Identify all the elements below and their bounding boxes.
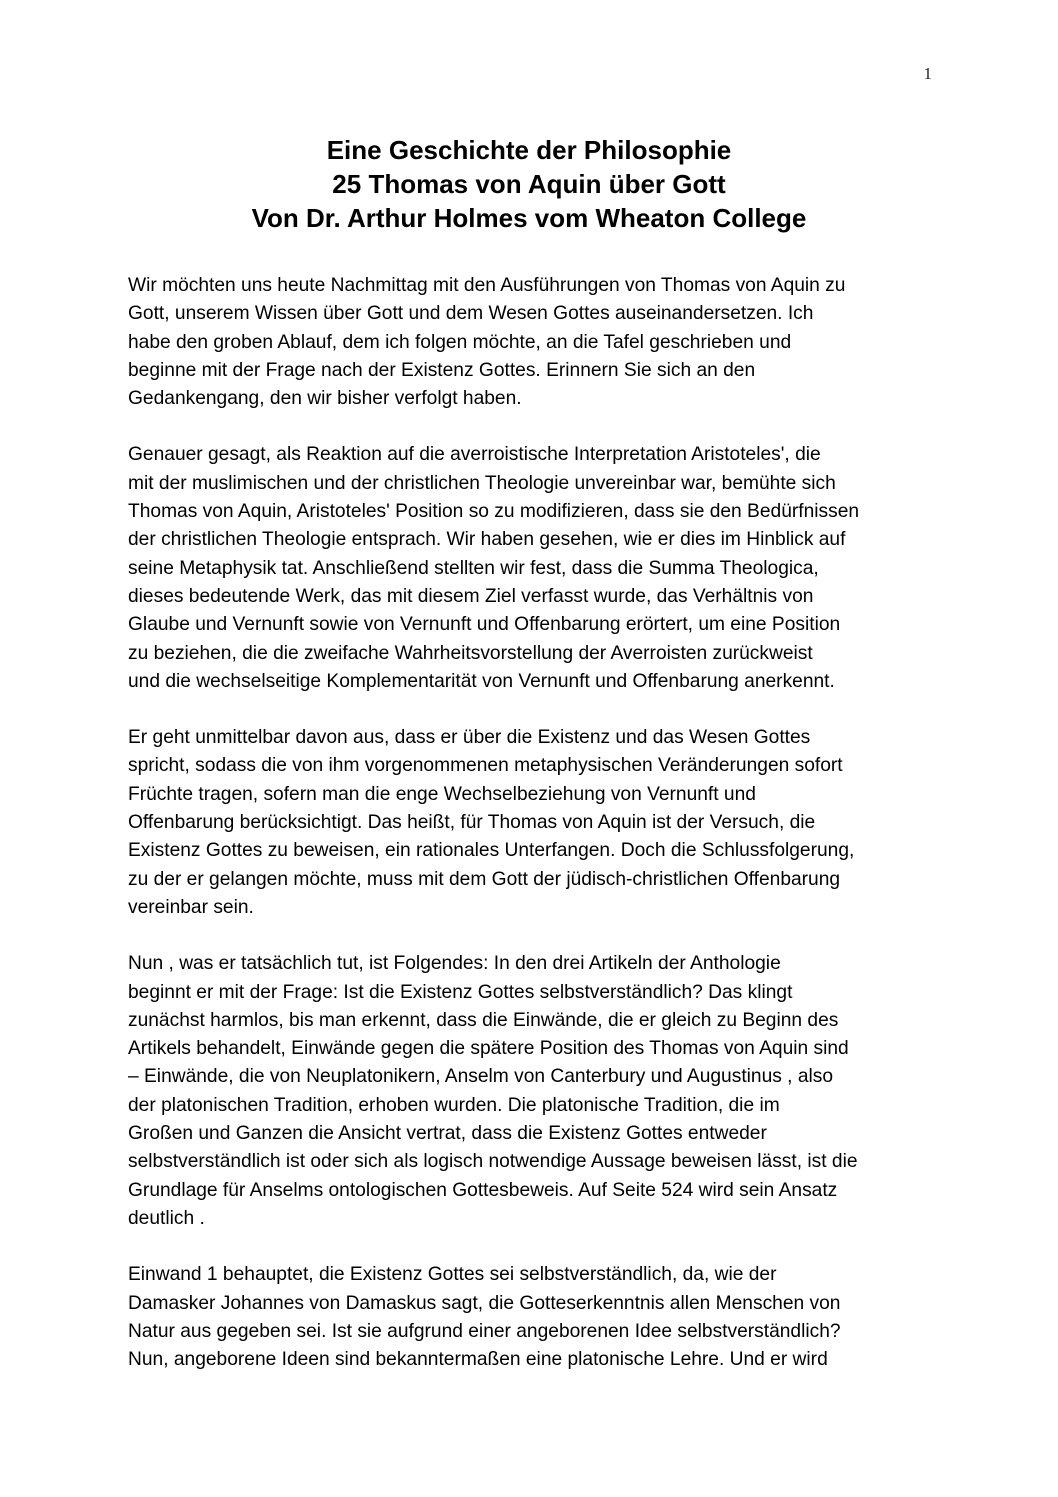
title-series: Eine Geschichte der Philosophie <box>326 135 732 165</box>
text-line: Einwand 1 behauptet, die Existenz Gottes sei selbstverständlich, da, wie der <box>128 1264 777 1286</box>
text-line: beginne mit der Frage nach der Existenz Gottes. Erinnern Sie sich an den <box>128 359 756 381</box>
text-line: selbstverständlich ist oder sich als logisch notwendige Aussage beweisen lässt, ist die <box>128 1151 858 1173</box>
text-line: zunächst harmlos, bis man erkennt, dass die Einwände, die er gleich zu Beginn des <box>128 1009 839 1031</box>
text-line: deutlich . <box>128 1207 205 1229</box>
title-author: Von Dr. Arthur Holmes vom Wheaton College <box>251 203 807 233</box>
paragraph-5 <box>128 1261 932 1374</box>
text-line: und die wechselseitige Komplementarität von Vernunft und Offenbarung anerkennt. <box>128 670 835 692</box>
text-line: Offenbarung berücksichtigt. Das heißt, für Thomas von Aquin ist der Versuch, die <box>128 812 816 834</box>
text-line: zu der er gelangen möchte, muss mit dem Gott der jüdisch-christlichen Offenbarung <box>128 868 841 890</box>
text-line: Gedankengang, den wir bisher verfolgt haben. <box>128 388 522 410</box>
paragraph-4 <box>128 950 932 1233</box>
text-line: Gott, unserem Wissen über Gott und dem Wesen Gottes auseinandersetzen. Ich <box>128 303 814 325</box>
text-line: Genauer gesagt, als Reaktion auf die averroistische Interpretation Aristoteles', die <box>128 444 821 466</box>
text-line: Grundlage für Anselms ontologischen Gottesbeweis. Auf Seite 524 wird sein Ansatz <box>128 1179 838 1201</box>
text-line: dieses bedeutende Werk, das mit diesem Ziel verfasst wurde, das Verhältnis von <box>128 585 814 607</box>
text-line: Damasker Johannes von Damaskus sagt, die Gotteserkenntnis allen Menschen von <box>128 1292 841 1314</box>
paragraph-2 <box>128 441 932 696</box>
text-line: Natur aus gegeben sei. Ist sie aufgrund einer angeborenen Idee selbstverständlich? <box>128 1320 841 1342</box>
text-line: der christlichen Theologie entsprach. Wir haben gesehen, wie er dies im Hinblick auf <box>128 529 846 551</box>
text-line: Thomas von Aquin, Aristoteles' Position so zu modifizieren, dass sie den Bedürfnissen <box>128 501 860 523</box>
text-line: mit der muslimischen und der christlichen Theologie unvereinbar war, bemühte sich <box>128 472 836 494</box>
text-line: seine Metaphysik tat. Anschließend stellten wir fest, dass die Summa Theologica, <box>128 557 819 579</box>
text-line: Früchte tragen, sofern man die enge Wechselbeziehung von Vernunft und <box>128 783 756 805</box>
paragraph-3 <box>128 724 932 922</box>
text-line: Nun, angeborene Ideen sind bekanntermaßen eine platonische Lehre. Und er wird <box>128 1349 828 1371</box>
text-line: beginnt er mit der Frage: Ist die Existenz Gottes selbstverständlich? Das klingt <box>128 981 793 1003</box>
text-line: – Einwände, die von Neuplatonikern, Anselm von Canterbury und Augustinus , also <box>128 1066 834 1088</box>
text-line: vereinbar sein. <box>128 896 254 918</box>
text-line: Existenz Gottes zu beweisen, ein rationales Unterfangen. Doch die Schlussfolgerung, <box>128 840 855 862</box>
text-line: habe den groben Ablauf, dem ich folgen möchte, an die Tafel geschrieben und <box>128 331 792 353</box>
document-body <box>128 272 932 1402</box>
text-line: Er geht unmittelbar davon aus, dass er über die Existenz und das Wesen Gottes <box>128 727 811 749</box>
text-line: Artikels behandelt, Einwände gegen die spätere Position des Thomas von Aquin sind <box>128 1038 849 1060</box>
text-line: der platonischen Tradition, erhoben wurden. Die platonische Tradition, die im <box>128 1094 780 1116</box>
text-line: Großen und Ganzen die Ansicht vertrat, dass die Existenz Gottes entweder <box>128 1123 767 1145</box>
text-line: Glaube und Vernunft sowie von Vernunft und Offenbarung erörtert, um eine Position <box>128 614 841 636</box>
text-line: zu beziehen, die die zweifache Wahrheitsvorstellung der Averroisten zurückweist <box>128 642 813 664</box>
text-line: spricht, sodass die von ihm vorgenommenen metaphysischen Veränderungen sofort <box>128 755 843 777</box>
document-title <box>0 133 1058 235</box>
page-number: 1 <box>923 64 932 83</box>
text-line: Nun , was er tatsächlich tut, ist Folgendes: In den drei Artikeln der Anthologie <box>128 953 781 975</box>
paragraph-1 <box>128 272 932 413</box>
text-line: Wir möchten uns heute Nachmittag mit den Ausführungen von Thomas von Aquin zu <box>128 275 846 296</box>
title-lecture: 25 Thomas von Aquin über Gott <box>332 169 726 199</box>
